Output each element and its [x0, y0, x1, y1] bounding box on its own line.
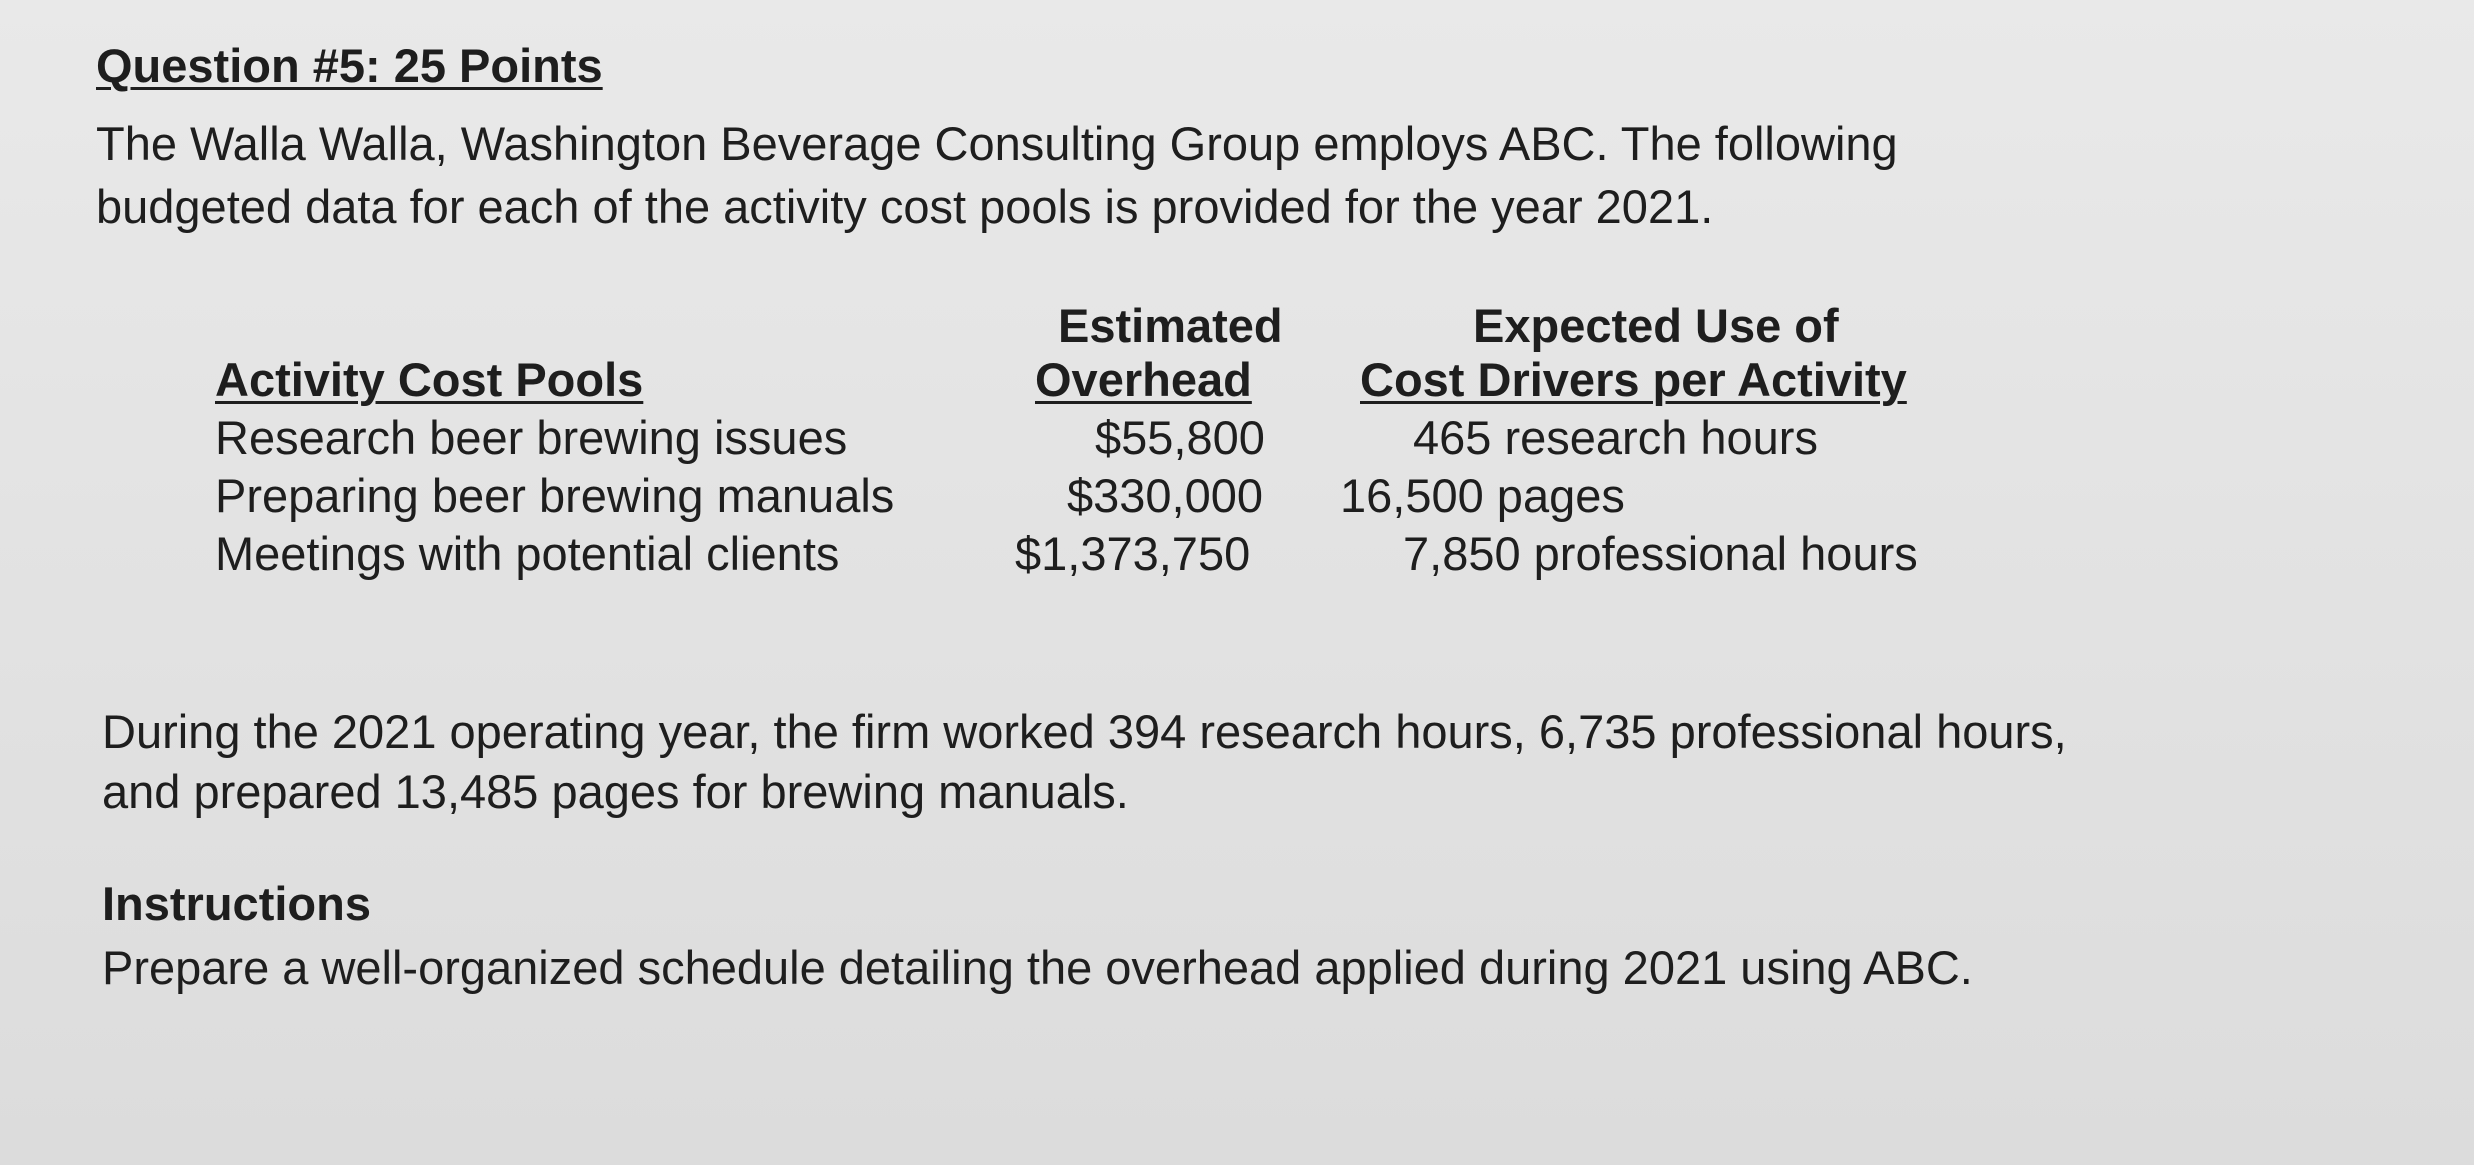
question-title: Question #5: 25 Points — [96, 39, 603, 92]
intro-line: The Walla Walla, Washington Beverage Consulting Group employs ABC. The following — [96, 117, 1898, 170]
operating-line: and prepared 13,485 pages for brewing manuals. — [102, 765, 1129, 818]
header-expected-use-of: Expected Use of — [1473, 299, 1839, 352]
row-driver-manuals: 16,500 pages — [1340, 469, 1625, 522]
instructions-heading: Instructions — [102, 877, 371, 930]
row-overhead-manuals: $330,000 — [1067, 469, 1264, 522]
row-overhead-meetings: $1,373,750 — [1015, 527, 1251, 580]
header-estimated: Estimated — [1058, 299, 1283, 352]
operating-year-paragraph — [102, 702, 2067, 822]
question-intro — [96, 112, 2396, 238]
instructions-text: Prepare a well-organized schedule detailing the overhead applied during 2021 using ABC. — [102, 941, 1973, 994]
header-cost-drivers-per-activity: Cost Drivers per Activity — [1360, 353, 1907, 406]
intro-line: budgeted data for each of the activity cost pools is provided for the year 2021. — [96, 180, 1714, 233]
row-pool-manuals: Preparing beer brewing manuals — [215, 469, 895, 522]
row-pool-research: Research beer brewing issues — [215, 411, 848, 464]
row-driver-meetings: 7,850 professional hours — [1403, 527, 1918, 580]
operating-line: During the 2021 operating year, the firm worked 394 research hours, 6,735 professional hours, — [102, 705, 2067, 758]
row-overhead-research: $55,800 — [1095, 411, 1265, 464]
header-activity-cost-pools: Activity Cost Pools — [215, 353, 644, 406]
row-pool-meetings: Meetings with potential clients — [215, 527, 840, 580]
row-driver-research: 465 research hours — [1413, 411, 1818, 464]
header-overhead: Overhead — [1035, 353, 1252, 406]
